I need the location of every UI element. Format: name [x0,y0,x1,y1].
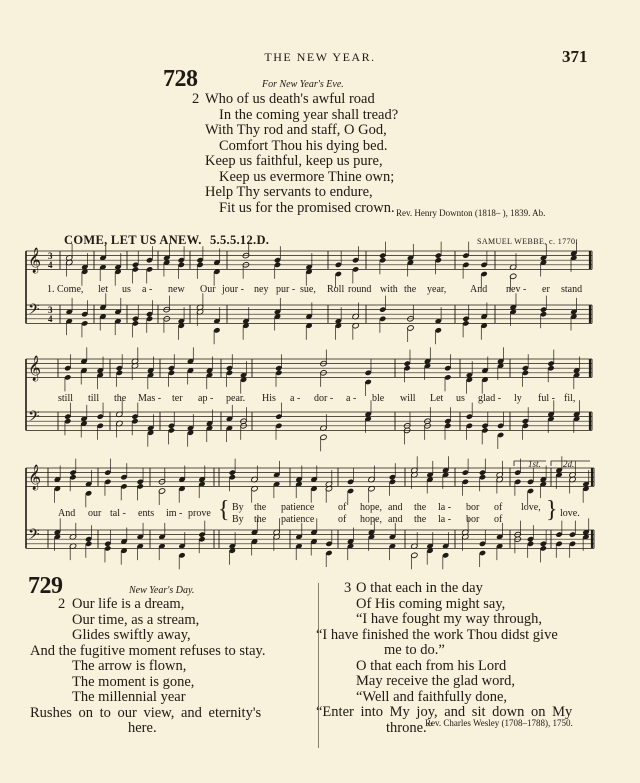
verse-line: In the coming year shall tread? [219,106,399,123]
lyric-syllable: pear. [226,393,246,404]
treble-clef-icon: 𝄞 [28,247,42,272]
lyric-syllable: la - [438,514,452,525]
lyric-syllable: a - [290,393,301,404]
lyric-syllable: glad - [478,393,502,404]
lyric-syllable: a - [142,284,153,295]
page-number: 371 [562,47,588,66]
time-signature-bottom: 4 [48,314,53,324]
hymn-728-author: Rev. Henry Downton (1818– ), 1839. Ab. [396,208,546,218]
lyric-syllable: pur - [276,284,296,295]
lyric-syllable: Our [200,284,216,295]
brace-icon: { [218,497,230,523]
lyric-syllable: us [122,284,131,295]
lyric-syllable: bor [466,514,480,525]
lyric-syllable: new [168,284,185,295]
verse-line: me to do.” [384,642,445,658]
lyric-syllable: By [232,502,244,513]
lyric-syllable: with [380,284,398,295]
hymn-728-number: 728 [163,66,198,92]
time-signature-top: 3 [48,251,53,261]
running-title: THE NEW YEAR. [264,50,376,64]
lyric-syllable: ents [138,508,155,519]
lyric-syllable: Roll [327,284,345,295]
lyric-syllable: round [348,284,372,295]
lyric-syllable: ter [172,393,183,404]
bass-clef-icon: 𝄢 [28,301,40,321]
verse-line: Keep us faithful, keep us pure, [205,153,383,169]
verse-line: “Enter into My joy, and sit down on My [316,704,573,720]
lyric-syllable: patience [281,514,315,525]
lyric-syllable: till [88,393,100,404]
lyric-syllable: let [98,284,108,295]
verse-line: here. [128,720,157,736]
lyric-syllable: ble [372,393,385,404]
verse-line: throne.” [386,719,434,736]
lyric-syllable: la - [438,502,452,513]
lyric-syllable: Mas - [138,393,162,404]
hymn-728-verse-number: 2 [192,91,200,107]
lyric-syllable: of [494,502,503,513]
hymn-728-occasion: For New Year's Eve. [262,79,344,90]
verse-line: “I have fought my way through, [356,611,543,627]
verse-line: The arrow is flown, [72,658,187,674]
lyric-syllable: ney [254,284,269,295]
treble-clef-icon: 𝄞 [28,355,42,380]
verse-line: Our life is a dream, [72,596,185,612]
lyric-syllable: His [262,393,276,404]
verse-line: Of His coming might say, [356,595,506,612]
lyric-syllable: of [494,514,503,525]
verse-line: Keep us evermore Thine own; [219,168,395,185]
lyric-syllable: the [114,393,127,404]
verse-line: Comfort Thou his dying bed. [219,137,388,154]
verse-line: O that each from his Lord [356,657,507,674]
lyric-syllable: of [338,502,347,513]
lyric-syllable: im - [166,508,183,519]
time-signature-bottom: 4 [48,260,53,270]
lyric-syllable: jour - [222,284,244,295]
lyric-syllable: hope, [360,502,382,513]
lyric-syllable: By [232,514,244,525]
lyric-syllable: and [388,502,403,513]
tune-title: COME, LET US ANEW. [64,233,202,247]
tune-composer: SAMUEL WEBBE, c. 1770. [477,237,578,246]
lyric-syllable: ful - [538,393,555,404]
lyric-syllable: the [414,502,427,513]
time-signature-top: 3 [48,305,53,315]
brace-close-icon: } [546,497,558,523]
lyric-syllable: sue, [300,284,316,295]
lyric-syllable: stand [561,284,583,295]
lyric-syllable: er [542,284,550,295]
verse-line: Who of us death's awful road [205,91,375,107]
lyric-syllable: love, [521,502,541,513]
verse-line: May receive the glad word, [356,673,516,689]
lyric-syllable: our [88,508,102,519]
lyric-syllable: And [470,284,488,295]
lyric-syllable: patience [281,502,315,513]
hymn-729-occasion: New Year's Day. [129,585,195,596]
lyric-syllable: will [400,393,416,404]
verse-line: Glides swiftly away, [72,627,191,643]
lyric-syllable: 1. Come, [47,284,84,295]
hymn-729-verse-3 [314,581,614,736]
hymn-729-verse-3-number: 3 [344,580,352,596]
verse-line: Fit us for the promised crown. [219,199,395,216]
bass-clef-icon: 𝄢 [28,408,40,428]
lyric-syllable: the [254,502,267,513]
lyric-syllable: nev - [506,284,527,295]
lyric-syllable: fil, [564,393,576,404]
verse-line: Rushes on to our view, and eternity's [30,704,262,721]
verse-line: Our time, as a stream, [72,611,200,628]
lyric-syllable: ly [514,393,522,404]
verse-line: The moment is gone, [72,673,195,690]
lyric-syllable: the [404,284,417,295]
lyric-syllable: us [456,393,465,404]
lyric-syllable: dor - [314,393,334,404]
hymn-729-author: Rev. Charles Wesley (1708–1788), 1750. [425,718,573,728]
verse-line: “Well and faithfully done, [356,688,508,705]
hymn-729-number: 729 [28,573,63,599]
verse-line: “I have finished the work Thou didst give [316,626,558,643]
lyric-syllable: the [414,514,427,525]
hymn-729-verse-2-number: 2 [58,596,66,612]
hymn-729-verse-2 [28,597,310,737]
lyric-syllable: still [58,393,74,404]
lyric-syllable: hope, [360,514,382,525]
lyric-syllable: tal - [110,508,126,519]
bass-clef-icon: 𝄢 [28,526,40,546]
lyric-syllable: year, [427,284,447,295]
lyric-syllable: Let [430,393,444,404]
first-ending-label: 1st. [528,459,541,469]
second-ending-label: 2d. [563,459,575,469]
tune-meter: 5.5.5.12.D. [210,233,270,247]
verse-line: O that each in the day [356,580,483,596]
lyric-syllable: the [254,514,267,525]
lyric-syllable: ap - [198,393,214,404]
treble-clef-icon: 𝄞 [28,464,42,489]
verse-line: And the fugitive moment refuses to stay. [30,642,266,659]
verse-line: Help Thy servants to endure, [205,184,373,200]
lyric-syllable: bor [466,502,480,513]
lyric-syllable: prove [188,508,211,519]
lyric-syllable: And [58,508,76,519]
lyric-syllable: a - [346,393,357,404]
verse-line: With Thy rod and staff, O God, [205,122,387,138]
verse-line: The millennial year [72,689,186,705]
lyric-syllable: love. [560,508,580,519]
lyric-syllable: of [338,514,347,525]
lyric-syllable: and [388,514,403,525]
